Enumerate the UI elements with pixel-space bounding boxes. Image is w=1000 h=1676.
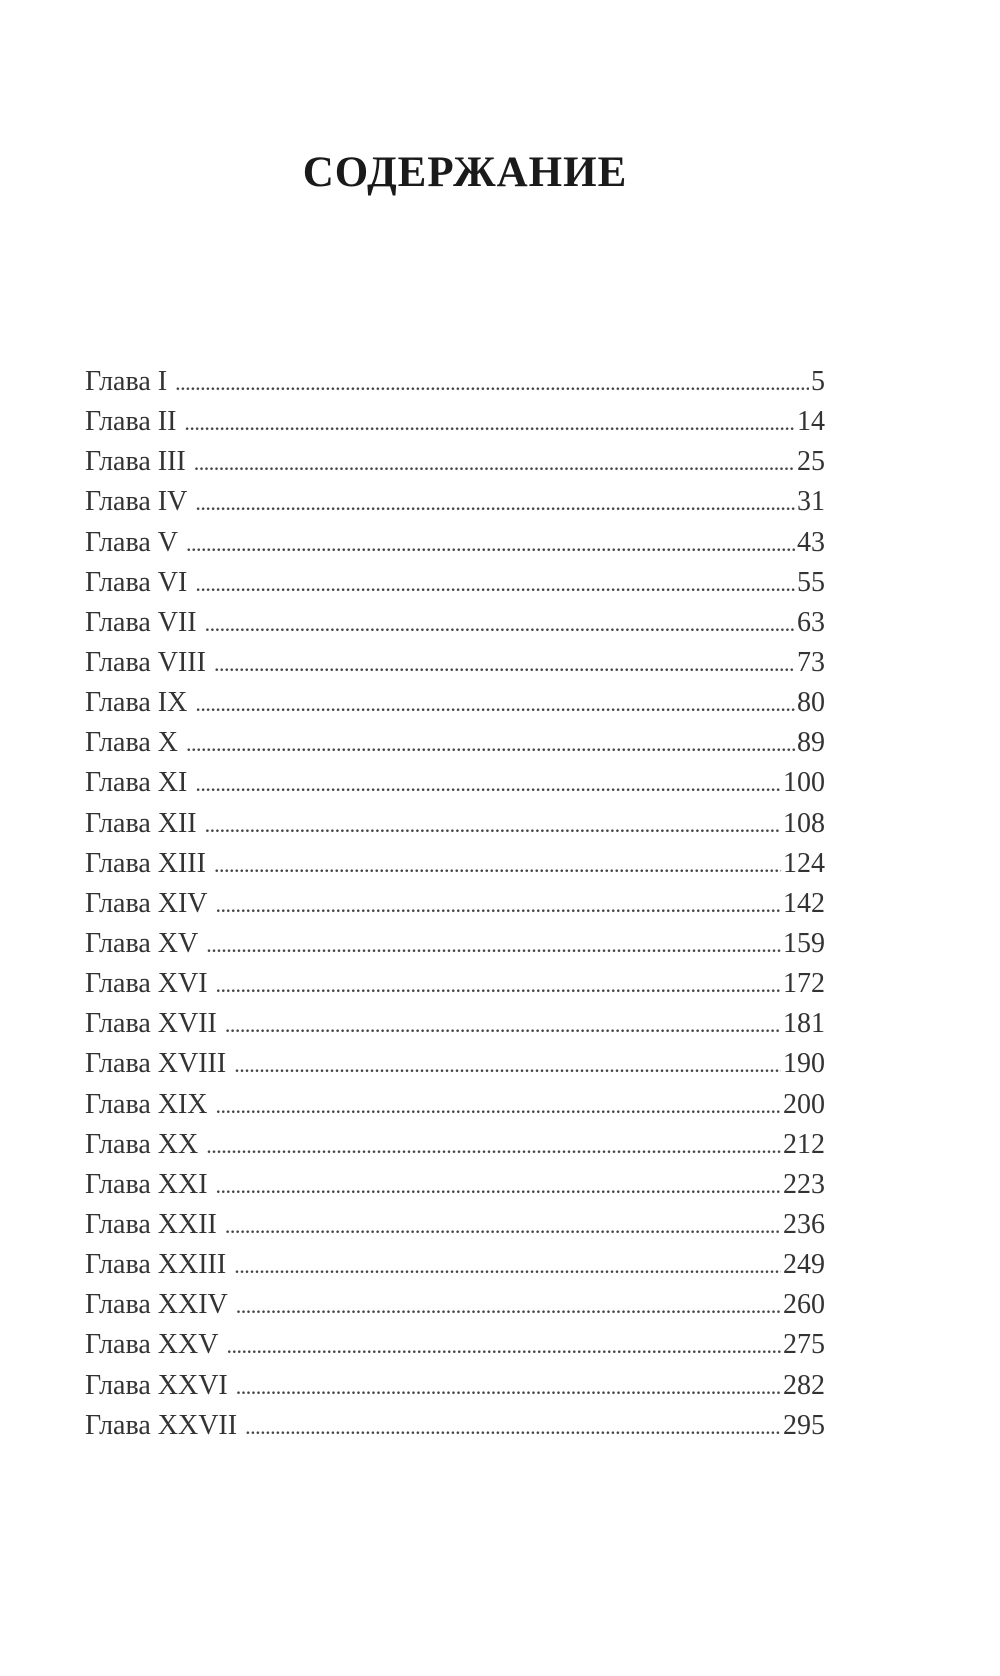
toc-entry-label: Глава III bbox=[85, 446, 186, 478]
dot-leader bbox=[195, 764, 781, 804]
toc-entry bbox=[85, 402, 825, 442]
toc-entry bbox=[85, 884, 825, 924]
toc-entry bbox=[85, 1325, 825, 1365]
toc-entry bbox=[85, 1285, 825, 1325]
dot-leader bbox=[194, 443, 795, 483]
toc-entry bbox=[85, 1165, 825, 1205]
toc-entry-page-number: 55 bbox=[797, 566, 825, 598]
toc-entry-label: Глава VII bbox=[85, 606, 197, 638]
dot-leader bbox=[214, 845, 781, 885]
toc-entry-label: Глава VI bbox=[85, 566, 188, 598]
dot-leader bbox=[226, 1326, 781, 1366]
toc-entry bbox=[85, 964, 825, 1004]
toc-entry-page-number: 5 bbox=[811, 366, 825, 397]
toc-entry bbox=[85, 523, 825, 563]
toc-entry-label: Глава XX bbox=[85, 1128, 199, 1160]
toc-entry bbox=[85, 763, 825, 803]
toc-entry-page-number: 282 bbox=[783, 1369, 825, 1401]
toc-entry-label: Глава XIII bbox=[85, 847, 206, 879]
dot-leader bbox=[205, 805, 781, 845]
toc-entry-label: Глава XXIII bbox=[85, 1249, 227, 1281]
dot-leader bbox=[216, 885, 781, 925]
toc-entry bbox=[85, 1406, 825, 1446]
toc-entry-label: Глава XVI bbox=[85, 968, 208, 1000]
dot-leader bbox=[216, 965, 781, 1005]
toc-entry bbox=[85, 1245, 825, 1285]
toc-entry-page-number: 142 bbox=[783, 887, 825, 919]
toc-entry bbox=[85, 603, 825, 643]
toc-entry-page-number: 73 bbox=[797, 646, 825, 678]
toc-entry-label: Глава XVII bbox=[85, 1008, 217, 1040]
dot-leader bbox=[216, 1166, 781, 1206]
toc-entry bbox=[85, 643, 825, 683]
dot-leader bbox=[225, 1206, 781, 1246]
page-title: СОДЕРЖАНИЕ bbox=[302, 149, 628, 196]
toc-entry-label: Глава II bbox=[85, 406, 177, 438]
toc-entry-page-number: 236 bbox=[783, 1208, 825, 1240]
toc-entry-page-number: 212 bbox=[783, 1128, 825, 1160]
toc-entry bbox=[85, 804, 825, 844]
toc-entry-page-number: 275 bbox=[783, 1329, 825, 1361]
dot-leader bbox=[186, 524, 795, 564]
toc-entry-page-number: 249 bbox=[783, 1249, 825, 1281]
toc-entry bbox=[85, 362, 825, 402]
dot-leader bbox=[245, 1407, 781, 1447]
toc-entry bbox=[85, 844, 825, 884]
toc-entry-label: Глава IX bbox=[85, 687, 188, 719]
toc-entry-page-number: 223 bbox=[783, 1168, 825, 1200]
toc-entry bbox=[85, 482, 825, 522]
toc-entry-label: Глава VIII bbox=[85, 646, 206, 678]
toc-entry-page-number: 89 bbox=[797, 727, 825, 759]
toc-entry bbox=[85, 1366, 825, 1406]
dot-leader bbox=[195, 483, 795, 523]
toc-entry-page-number: 159 bbox=[783, 927, 825, 959]
toc-entry-label: Глава IV bbox=[85, 486, 188, 518]
dot-leader bbox=[234, 1045, 781, 1085]
toc-entry-label: Глава XIX bbox=[85, 1088, 208, 1120]
dot-leader bbox=[225, 1005, 781, 1045]
toc-entry-page-number: 100 bbox=[783, 767, 825, 799]
dot-leader bbox=[195, 684, 795, 724]
toc-entry bbox=[85, 1125, 825, 1165]
dot-leader bbox=[216, 1086, 781, 1126]
toc-entry bbox=[85, 1085, 825, 1125]
dot-leader bbox=[184, 403, 795, 443]
dot-leader bbox=[214, 644, 795, 684]
toc-entry-page-number: 181 bbox=[783, 1008, 825, 1040]
toc-entry-page-number: 190 bbox=[783, 1048, 825, 1080]
toc-entry-page-number: 31 bbox=[797, 486, 825, 518]
toc-entry bbox=[85, 442, 825, 482]
dot-leader bbox=[206, 925, 781, 965]
dot-leader bbox=[205, 604, 795, 644]
toc-entry bbox=[85, 563, 825, 603]
toc-entry bbox=[85, 924, 825, 964]
dot-leader bbox=[234, 1246, 781, 1286]
toc-entry-label: Глава XXI bbox=[85, 1168, 208, 1200]
toc-entry bbox=[85, 1004, 825, 1044]
toc-entry-page-number: 63 bbox=[797, 606, 825, 638]
toc-entry-label: Глава XII bbox=[85, 807, 197, 839]
dot-leader bbox=[195, 564, 795, 604]
toc-entry-page-number: 43 bbox=[797, 526, 825, 558]
dot-leader bbox=[186, 724, 795, 764]
toc-entry-page-number: 295 bbox=[783, 1409, 825, 1441]
dot-leader bbox=[175, 363, 809, 403]
table-of-contents bbox=[85, 362, 825, 1446]
toc-entry bbox=[85, 683, 825, 723]
toc-entry-page-number: 172 bbox=[783, 968, 825, 1000]
toc-entry-label: Глава X bbox=[85, 727, 178, 759]
toc-entry-label: Глава XXII bbox=[85, 1208, 217, 1240]
toc-entry bbox=[85, 1205, 825, 1245]
toc-entry-page-number: 14 bbox=[797, 406, 825, 438]
toc-entry-label: Глава XI bbox=[85, 767, 188, 799]
toc-entry-page-number: 124 bbox=[783, 847, 825, 879]
toc-entry-label: Глава I bbox=[85, 366, 168, 397]
dot-leader bbox=[236, 1367, 781, 1407]
toc-entry-label: Глава XIV bbox=[85, 887, 208, 919]
toc-entry-page-number: 108 bbox=[783, 807, 825, 839]
dot-leader bbox=[236, 1286, 781, 1326]
toc-entry-label: Глава XXVI bbox=[85, 1369, 228, 1401]
toc-entry-label: Глава XXV bbox=[85, 1329, 219, 1361]
toc-entry-page-number: 25 bbox=[797, 446, 825, 478]
dot-leader bbox=[206, 1126, 781, 1166]
toc-entry-label: Глава XVIII bbox=[85, 1048, 227, 1080]
toc-entry-page-number: 200 bbox=[783, 1088, 825, 1120]
toc-entry-label: Глава XV bbox=[85, 927, 199, 959]
toc-entry-page-number: 260 bbox=[783, 1289, 825, 1321]
toc-entry-page-number: 80 bbox=[797, 687, 825, 719]
toc-entry bbox=[85, 723, 825, 763]
toc-entry-label: Глава XXVII bbox=[85, 1409, 238, 1441]
toc-entry-label: Глава XXIV bbox=[85, 1289, 228, 1321]
toc-entry bbox=[85, 1044, 825, 1084]
toc-entry-label: Глава V bbox=[85, 526, 178, 558]
